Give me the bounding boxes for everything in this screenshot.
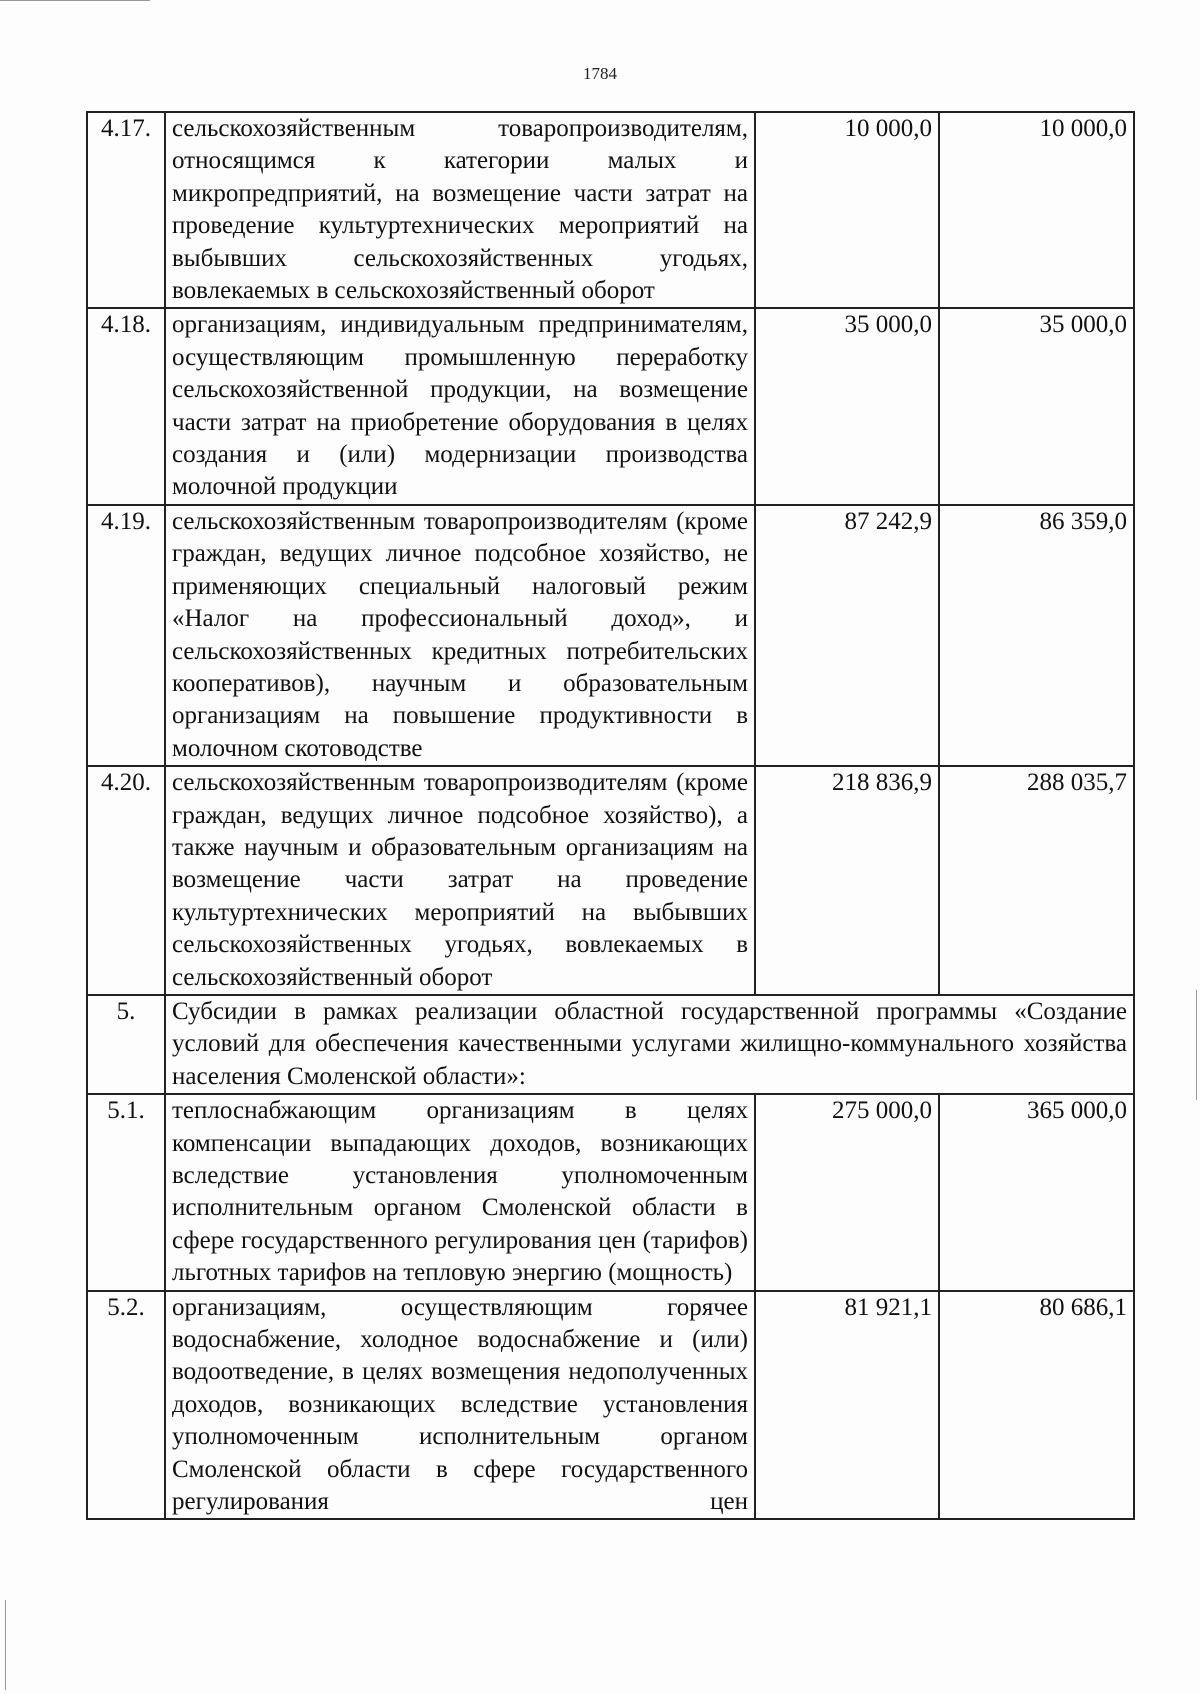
row-value-2: 35 000,0 [939,308,1134,504]
row-description: сельскохозяйственным товаропроизводителям, относящимся к категории малых и микропредприятий, на возмещение части затрат на проведение культуртехнических мероприятий на выбывших сельскохозяйственных угодьях, вовлекаемых в сельскохозяйственный оборот [165,112,755,308]
row-value-1: 10 000,0 [755,112,939,308]
row-value-2: 86 359,0 [939,505,1134,766]
row-value-2: 365 000,0 [939,1094,1134,1290]
row-value-1: 81 921,1 [755,1291,939,1520]
row-value-1: 87 242,9 [755,505,939,766]
row-value-2: 288 035,7 [939,766,1134,995]
row-number: 5.2. [87,1291,165,1520]
row-number: 4.19. [87,505,165,766]
row-value-1: 35 000,0 [755,308,939,504]
table-row [87,505,1134,766]
row-number: 4.17. [87,112,165,308]
row-description: сельскохозяйственным товаропроизводителям (кроме граждан, ведущих личное подсобное хозяйство), а также научным и образовательным организациям на возмещение части затрат на проведение культуртехнических мероприятий на выбывших сельскохозяйственных угодьях, вовлекаемых в сельскохозяйственный оборот [165,766,755,995]
row-description: сельскохозяйственным товаропроизводителям (кроме граждан, ведущих личное подсобное хозяйство, не применяющих специальный налоговый режим «Налог на профессиональный доход», и сельскохозяйственных кредитных потребительских кооперативов), научным и образовательным организациям на повышение продуктивности в молочном скотоводстве [165,505,755,766]
scan-edge-mark [0,0,150,1]
section-heading: Субсидии в рамках реализации областной государственной программы «Создание условий для обеспечения качественными услугами жилищно-коммунального хозяйства населения Смоленской области»: [165,995,1134,1094]
row-number: 4.20. [87,766,165,995]
subsidy-table [86,111,1135,1520]
table-row [87,1094,1134,1290]
section-row [87,995,1134,1094]
row-value-1: 218 836,9 [755,766,939,995]
page-number: 1784 [583,64,617,83]
row-value-2: 10 000,0 [939,112,1134,308]
row-description: организациям, индивидуальным предпринимателям, осуществляющим промышленную переработку сельскохозяйственной продукции, на возмещение части затрат на приобретение оборудования в целях создания и (или) модернизации производства молочной продукции [165,308,755,504]
scan-edge-mark [1196,990,1197,1100]
table-row [87,766,1134,995]
row-description: теплоснабжающим организациям в целях компенсации выпадающих доходов, возникающих вследствие установления уполномоченным исполнительным органом Смоленской области в сфере государственного регулирования цен (тарифов) льготных тарифов на тепловую энергию (мощность) [165,1094,755,1290]
row-number: 5.1. [87,1094,165,1290]
table-row [87,308,1134,504]
row-number: 4.18. [87,308,165,504]
table-row [87,1291,1134,1520]
row-value-1: 275 000,0 [755,1094,939,1290]
section-number: 5. [87,995,165,1094]
table-row [87,112,1134,308]
scan-edge-mark [5,1600,6,1690]
row-description: организациям, осуществляющим горячее водоснабжение, холодное водоснабжение и (или) водоотведение, в целях возмещения недополученных доходов, возникающих вследствие установления уполномоченным исполнительным органом Смоленской области в сфере государственного регулирования цен [165,1291,755,1520]
row-value-2: 80 686,1 [939,1291,1134,1520]
